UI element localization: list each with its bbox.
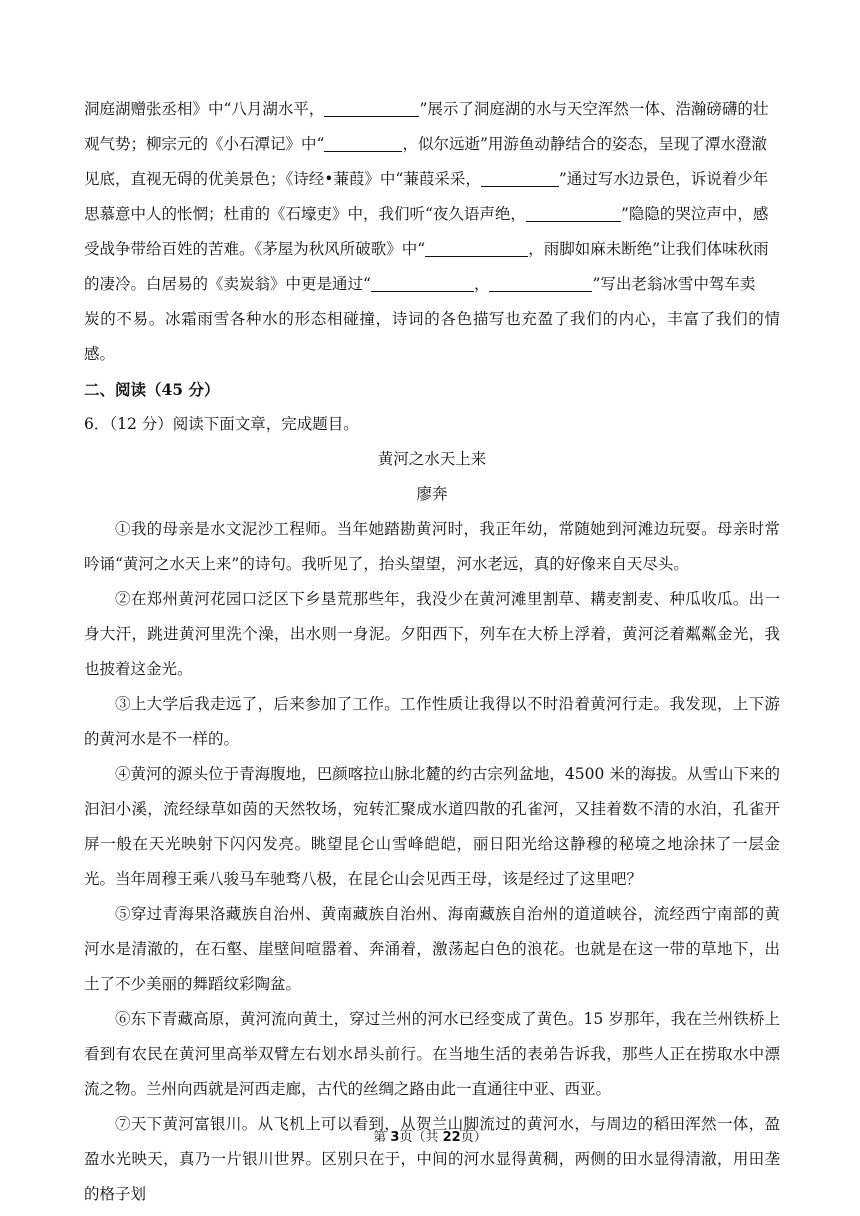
text-line: 的凄冷。白居易的《卖炭翁》中更是通过“ ， ”写出老翁冰雪中驾车卖 [84,275,756,293]
article-author: 廖奔 [416,485,448,503]
page-footer: 第 3页（共 22页） [373,1130,487,1145]
answer-blank[interactable] [526,203,621,222]
answer-blank[interactable] [324,98,419,117]
text-line: 炭的不易。冰霜雨雪各种水的形态相碰撞，诗词的各色描写也充盈了我们的内心，丰富了我们的情感。 [84,310,780,363]
article-paragraph-4: ④黄河的源头位于青海腹地，巴颜喀拉山脉北麓的约古宗列盆地，4500 米的海拔。从雪山下来的汩汩小溪，流经绿草如茵的天然牧场，宛转汇聚成水道四散的孔雀河，又挂着数不清的水泊，孔雀开屏一般在天光映射下闪闪发亮。眺望昆仑山雪峰皑皑，丽日阳光给这静穆的秘境之地涂抹了一层金光。当年周穆王乘八骏马车驰骛八极，在昆仑山会见西王母，该是经过了这里吧？ [84,765,780,888]
text-line: 受战争带给百姓的苦难。《茅屋为秋风所破歌》中“ ，雨脚如麻未断绝”让我们体味秋雨 [84,240,769,258]
article-paragraph-2: ②在郑州黄河花园口泛区下乡垦荒那些年，我没少在黄河滩里割草、耩麦割麦、种瓜收瓜。出一身大汗，跳进黄河里洗个澡，出水则一身泥。夕阳西下，列车在大桥上浮着，黄河泛着粼粼金光，我也披着这金光。 [84,590,780,678]
answer-blank[interactable] [489,273,592,292]
answer-blank[interactable] [371,273,474,292]
section5-continuation [84,92,780,372]
total-pages: 22 [442,1130,461,1145]
question-prompt: 6．（12 分）阅读下面文章，完成题目。 [84,415,359,433]
article-paragraph-3: ③上大学后我走远了，后来参加了工作。工作性质让我得以不时沿着黄河行走。我发现，上下游的黄河水是不一样的。 [84,695,780,748]
answer-blank[interactable] [481,168,559,187]
answer-blank[interactable] [324,133,402,152]
answer-blank[interactable] [425,238,528,257]
article-paragraph-1: ①我的母亲是水文泥沙工程师。当年她踏勘黄河时，我正年幼，常随她到河滩边玩耍。母亲时常吟诵“黄河之水天上来”的诗句。我听见了，抬头望望，河水老远，真的好像来自天尽头。 [84,520,780,573]
text-line: 见底，直视无碍的优美景色；《诗经•蒹葭》中“蒹葭采采， ”通过写水边景色，诉说着少年 [84,170,769,188]
article-paragraph-5: ⑤穿过青海果洛藏族自治州、黄南藏族自治州、海南藏族自治州的道道峡谷，流经西宁南部的黄河水是清澈的，在石壑、崖壁间喧嚣着、奔涌着，激荡起白色的浪花。也就是在这一带的草地下，出土了不少美丽的舞蹈纹彩陶盆。 [84,905,780,993]
text-line: 思慕意中人的怅惘；杜甫的《石壕吏》中，我们听“夜久语声绝， ”隐隐的哭泣声中，感 [84,205,769,223]
article-title: 黄河之水天上来 [377,450,487,468]
text-line: 洞庭湖赠张丞相》中“八月湖水平， ”展示了洞庭湖的水与天空浑然一体、浩瀚磅礴的壮 [84,100,769,118]
page-content [84,92,780,1212]
section-heading: 二、阅读（45 分） [84,380,220,399]
page-number: 3 [390,1130,400,1145]
article-paragraph-6: ⑥东下青藏高原，黄河流向黄土，穿过兰州的河水已经变成了黄色。15 岁那年，我在兰州铁桥上看到有农民在黄河里高举双臂左右划水昂头前行。在当地生活的表弟告诉我，那些人正在捞取水中漂流之物。兰州向西就是河西走廊，古代的丝绸之路由此一直通往中亚、西亚。 [84,1010,780,1098]
article-paragraph-7: ⑦天下黄河富银川。从飞机上可以看到，从贺兰山脚流过的黄河水，与周边的稻田浑然一体，盈盈水光映天，真乃一片银川世界。区别只在于，中间的河水显得黄稠，两侧的田水显得清澈，用田垄的格子划 [84,1115,780,1203]
text-line: 观气势；柳宗元的《小石潭记》中“ ，似尔远逝”用游鱼动静结合的姿态，呈现了潭水澄澈 [84,135,767,153]
